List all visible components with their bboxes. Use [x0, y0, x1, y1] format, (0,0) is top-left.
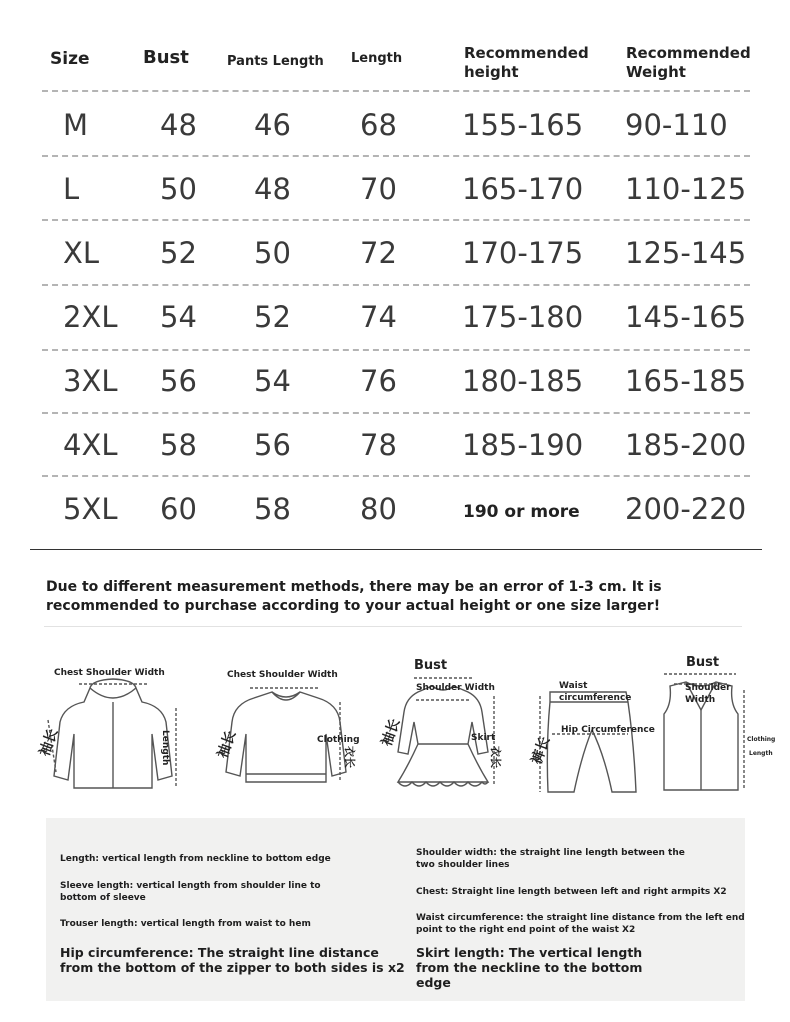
- cell-bust: 58: [160, 428, 197, 462]
- cell-pants-length: 46: [254, 108, 291, 142]
- cell-pants-length: 48: [254, 172, 291, 206]
- cell-height: 190 or more: [463, 502, 580, 522]
- definition-sleeve: Sleeve length: vertical length from shoulder line to bottom of sleeve: [60, 881, 321, 903]
- cell-weight: 110-125: [625, 172, 747, 206]
- measurement-notice: Due to different measurement methods, there may be an error of 1-3 cm. It is recommended to purchase according to your actual height or one size larger!: [46, 579, 662, 614]
- measurement-definitions: [46, 818, 745, 1001]
- header-size: Size: [50, 49, 90, 69]
- row-divider: [42, 284, 750, 286]
- notice-divider: [44, 626, 742, 627]
- cell-length: 72: [360, 236, 397, 270]
- sweater-side-label: Clothing: [317, 735, 360, 745]
- cell-weight: 200-220: [625, 492, 747, 526]
- jacket-side-label: Length: [160, 730, 170, 766]
- cell-length: 76: [360, 364, 397, 398]
- definition-length: Length: vertical length from neckline to bottom edge: [60, 854, 331, 864]
- pants-hip-label: Hip Circumference: [561, 725, 655, 735]
- sweater-figure: [200, 662, 370, 802]
- dress-side-label: Skirt: [471, 733, 496, 743]
- cell-length: 68: [360, 108, 397, 142]
- cell-pants-length: 52: [254, 300, 291, 334]
- row-divider: [42, 349, 750, 351]
- cell-length: 80: [360, 492, 397, 526]
- header-bust: Bust: [143, 47, 189, 68]
- definition-hip: Hip circumference: The straight line distance from the bottom of the zipper to both sides is x2: [60, 945, 405, 975]
- header-recommended-weight: Recommended Weight: [626, 44, 751, 81]
- cell-length: 70: [360, 172, 397, 206]
- cell-size: M: [63, 108, 89, 142]
- vest-side-label-1: Clothing: [747, 736, 776, 743]
- definition-skirt: Skirt length: The vertical length from the neckline to the bottom edge: [416, 945, 643, 990]
- vest-shoulder-label: Shoulder Width: [685, 683, 731, 705]
- cell-size: L: [63, 172, 80, 206]
- vest-side-label-2: Length: [749, 750, 773, 757]
- cell-pants-length: 58: [254, 492, 291, 526]
- cell-size: XL: [63, 236, 100, 270]
- cell-pants-length: 50: [254, 236, 291, 270]
- vest-figure: [652, 654, 776, 802]
- pants-trouser-label: 裤长: [528, 734, 554, 767]
- header-pants-length: Pants Length: [227, 54, 324, 69]
- cell-pants-length: 54: [254, 364, 291, 398]
- cell-size: 4XL: [63, 428, 118, 462]
- cell-weight: 145-165: [625, 300, 747, 334]
- cell-size: 3XL: [63, 364, 118, 398]
- jacket-sleeve-label: 袖长: [36, 726, 62, 759]
- cell-height: 165-170: [462, 172, 584, 206]
- definition-chest: Chest: Straight line length between left and right armpits X2: [416, 887, 727, 897]
- cell-bust: 54: [160, 300, 197, 334]
- row-divider: [42, 90, 750, 92]
- vest-top-label: Bust: [686, 655, 720, 670]
- cell-size: 5XL: [63, 492, 118, 526]
- cell-bust: 48: [160, 108, 197, 142]
- header-recommended-height: Recommended height: [464, 44, 589, 81]
- sweater-top-label: Chest Shoulder Width: [227, 670, 338, 680]
- definition-waist: Waist circumference: the straight line distance from the left end point to the right end point of the waist X2: [416, 913, 745, 935]
- dress-shoulder-label: Shoulder Width: [416, 683, 495, 693]
- pants-figure: [516, 672, 656, 802]
- cell-bust: 60: [160, 492, 197, 526]
- sweater-side-glyph: 衣长: [343, 746, 356, 768]
- cell-height: 185-190: [462, 428, 584, 462]
- row-divider: [42, 155, 750, 157]
- cell-length: 74: [360, 300, 397, 334]
- cell-pants-length: 56: [254, 428, 291, 462]
- dress-sleeve-label: 袖长: [378, 716, 404, 749]
- cell-height: 175-180: [462, 300, 584, 334]
- dress-top-label: Bust: [414, 658, 448, 673]
- cell-size: 2XL: [63, 300, 118, 334]
- dress-side-glyph: 衣长: [489, 746, 502, 768]
- cell-bust: 56: [160, 364, 197, 398]
- pants-waist-label: Waist circumference: [559, 681, 632, 703]
- sweater-sleeve-label: 袖长: [214, 728, 240, 761]
- cell-bust: 50: [160, 172, 197, 206]
- cell-height: 180-185: [462, 364, 584, 398]
- row-divider: [42, 412, 750, 414]
- vest-icon: [652, 654, 772, 802]
- definition-shoulder: Shoulder width: the straight line length between the two shoulder lines: [416, 848, 685, 870]
- cell-height: 155-165: [462, 108, 584, 142]
- row-divider: [42, 219, 750, 221]
- cell-weight: 165-185: [625, 364, 747, 398]
- header-length: Length: [351, 51, 403, 66]
- cell-weight: 125-145: [625, 236, 747, 270]
- table-bottom-rule: [30, 549, 762, 550]
- cell-length: 78: [360, 428, 397, 462]
- cell-bust: 52: [160, 236, 197, 270]
- jacket-top-label: Chest Shoulder Width: [54, 668, 165, 678]
- row-divider: [42, 475, 750, 477]
- hooded-jacket-figure: [22, 660, 192, 800]
- cell-height: 170-175: [462, 236, 584, 270]
- cell-weight: 90-110: [625, 108, 728, 142]
- definition-trouser: Trouser length: vertical length from waist to hem: [60, 919, 311, 929]
- dress-figure: [372, 656, 512, 802]
- cell-weight: 185-200: [625, 428, 747, 462]
